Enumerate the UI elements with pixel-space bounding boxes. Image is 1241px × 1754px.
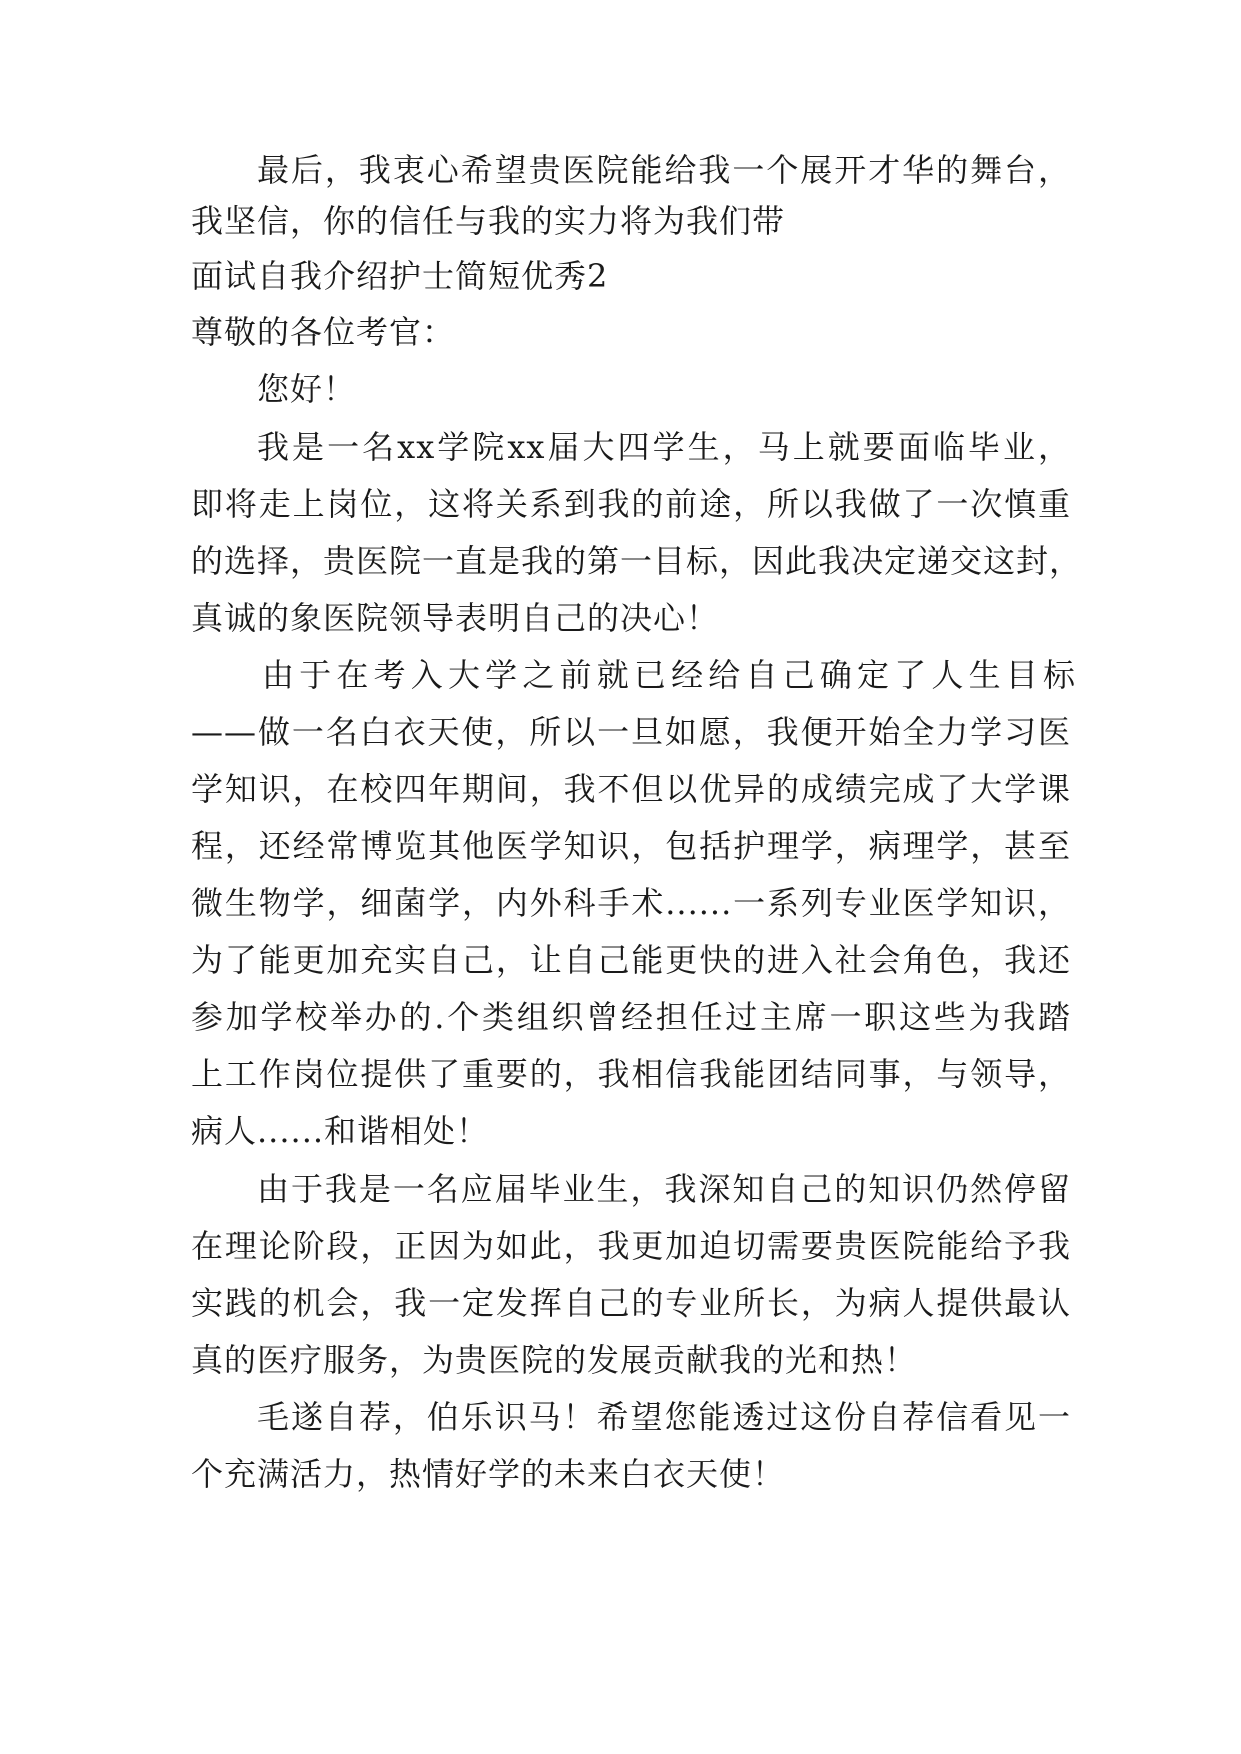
paragraph-line: 由于我是一名应届毕业生，我深知自己的知识仍然停留 <box>257 1170 1071 1208</box>
paragraph-line: 个充满活力，热情好学的未来白衣天使！ <box>191 1455 786 1493</box>
paragraph-line: 病人......和谐相处！ <box>191 1112 490 1150</box>
paragraph-line: 由于在考入大学之前就已经给自己确定了人生目标 <box>262 656 1076 694</box>
paragraph-line: 即将走上岗位，这将关系到我的前途，所以我做了一次慎重 <box>191 485 1071 523</box>
paragraph-line: 上工作岗位提供了重要的，我相信我能团结同事，与领导， <box>191 1055 1071 1093</box>
paragraph-line: 参加学校举办的.个类组织曾经担任过主席一职这些为我踏 <box>191 998 1071 1036</box>
paragraph-line: 实践的机会，我一定发挥自己的专业所长，为病人提供最认 <box>191 1284 1071 1322</box>
paragraph-line: ——做一名白衣天使，所以一旦如愿，我便开始全力学习医 <box>191 713 1071 751</box>
paragraph-line: 真的医疗服务，为贵医院的发展贡献我的光和热！ <box>191 1341 918 1379</box>
paragraph-line: 真诚的象医院领导表明自己的决心！ <box>191 599 720 637</box>
paragraph-line: 微生物学，细菌学，内外科手术......一系列专业医学知识， <box>191 884 1071 922</box>
paragraph-line: 的选择，贵医院一直是我的第一目标，因此我决定递交这封， <box>191 542 1083 580</box>
section-heading: 面试自我介绍护士简短优秀2 <box>191 257 609 295</box>
paragraph-line: 我是一名xx学院xx届大四学生，马上就要面临毕业， <box>257 428 1071 466</box>
paragraph-line: 为了能更加充实自己，让自己能更快的进入社会角色，我还 <box>191 941 1071 979</box>
salutation: 尊敬的各位考官： <box>191 313 456 351</box>
paragraph-line: 学知识，在校四年期间，我不但以优异的成绩完成了大学课 <box>191 770 1071 808</box>
paragraph-line: 程，还经常博览其他医学知识，包括护理学，病理学，甚至 <box>191 827 1071 865</box>
paragraph-line: 毛遂自荐，伯乐识马！希望您能透过这份自荐信看见一 <box>257 1398 1071 1436</box>
greeting: 您好！ <box>257 370 357 408</box>
paragraph-line: 在理论阶段，正因为如此，我更加迫切需要贵医院能给予我 <box>191 1227 1071 1265</box>
paragraph-line: 我坚信，你的信任与我的实力将为我们带 <box>191 202 786 240</box>
paragraph-line: 最后，我衷心希望贵医院能给我一个展开才华的舞台， <box>257 151 1071 189</box>
